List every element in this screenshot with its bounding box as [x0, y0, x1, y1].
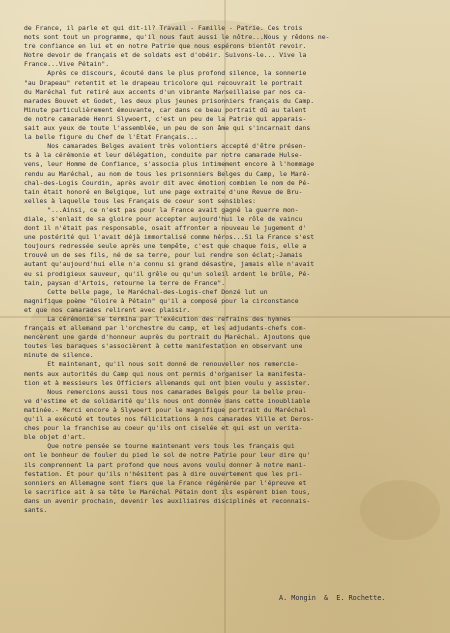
typed-body-text: de France, il parle et qui dit-il? Travail - Famille - Patrie. Ces trois mots sont tout un programme, qu'il nous faut aussi le nôtre...Nous y rêdons ne- tre confiance en lui et en notre Patrie que nous espérons bientôt revoir. Notre devoir de français et de soldats est d'obéir. Suivons-le... Vive la France...Vive Pétain". Après ce discours, écouté dans le plus profond silence, la sonnerie "au Drapeau" retentit et le drapeau tricolore qui recouvrait le portrait du Maréchal fut retiré aux accents d'un vibrante Marseillaise par nos ca- marades Bouvet et Godet, les deux plus jeunes prisonniers français du Camp. Minute particulièrement émouvante, car dans ce beau portrait dû au talent de notre camarade Henri Slywoert, c'est un peu de la Patrie qui apparais- sait aux yeux de toute l'assemblée, un peu de son âme qui s'incarnait dans la belle figure du Chef de l'Etat Français... Nos camarades Belges avaient très volontiers accepté d'être présen- ts à la cérémonie et leur délégation, conduite par notre camarade Hulse- vens, leur Homme de Confiance, s'associa plus intimement encore à l'hommage rendu au Maréchal, au nom de tous les prisonniers Belges du Camp, le Maré- chal-des-Logis Courdin, après avoir dit avec émotion combien le nom de Pé- tain était honoré en Belgique, lut une page extraite d'une Revue de Bru- xelles à laquelle tous les Français de coeur sont sensibles: "...Ainsi, ce n'est pas pour la France avait gagné la guerre mon- diale, s'enlait de sa gloire pour accepter aujourd'hui le rôle de vaincu dont il n'était pas responsable, osait affronter a nouveau le jugement d' une postérité qui l'avait déjà immortalisé comme héros...Si la France s'est toujours redressée seule après une tempête, c'est que chaque fois, elle a trouvé un de ses fils, né de sa terre, pour lui rendre son éclat;-Jamais autant qu'aujourd'hui elle n'a connu si grand désastre, jamais elle n'avait eu si prodigieux sauveur, qu'il grêle ou qu'un soleil ardent le brûle, Pé- tain, paysan d'Artois, retourne la terre de France". Cette belle page, le Maréchal-des-Logis-chef Donzé lut un magnifique poème "Gloire à Pétain" qu'il a composé pour la circonstance et que nos camarades relirent avec plaisir. La cérémonie se termina par l'exécution des refrains des hymnes français et allemand par l'orchestre du camp, et les adjudants-chefs com- mencèrent une garde d'honneur auprès du portrait du Maréchal. Ajoutons que toutes les baraques s'associèrent à cette manifestation en observant une minute de silence. Et maintenant, qu'il nous soit donné de renouveller nos remercie- ments aux autorités du Camp qui nous ont permis d'organiser la manifesta- tion et à messieurs les Officiers allemands qui ont bien voulu y assister. Nous remercions aussi tous nos camarades Belges pour la belle preu- ve d'estime et de solidarité qu'ils nous ont donnée dans cette inoubliable matinée.- Merci encore à Slywoert pour le magnifique portrait du Maréchal qu'il a exécuté et toutes nos félicitations à nos camarades Ville et Deros- ches pour la franchise au coeur qu'ils ont ciselée et qui est un verita- ble objet d'art. Que notre pensée se tourne maintenant vers tous les français qui ont le bonheur de fouler du pied le sol de notre Patrie pour leur dire qu' ils comprennent la part profond que nous avons voulu donner à notre mani- festation. Et pour qu'ils n'hésitent pas à dire ouvertement que les pri- sonniers en Allemagne sont fiers que la France régénérée par l'épreuve et le sacrifice ait à sa tête le Maréchal Pétain dont ils espèrent bien tous, dans un avenir prochain, devenir les auxiliaires disciplinés et reconnais- sants.	[24, 24, 330, 514]
signature-line: A. Mongin & E. Rochette.	[279, 594, 386, 602]
